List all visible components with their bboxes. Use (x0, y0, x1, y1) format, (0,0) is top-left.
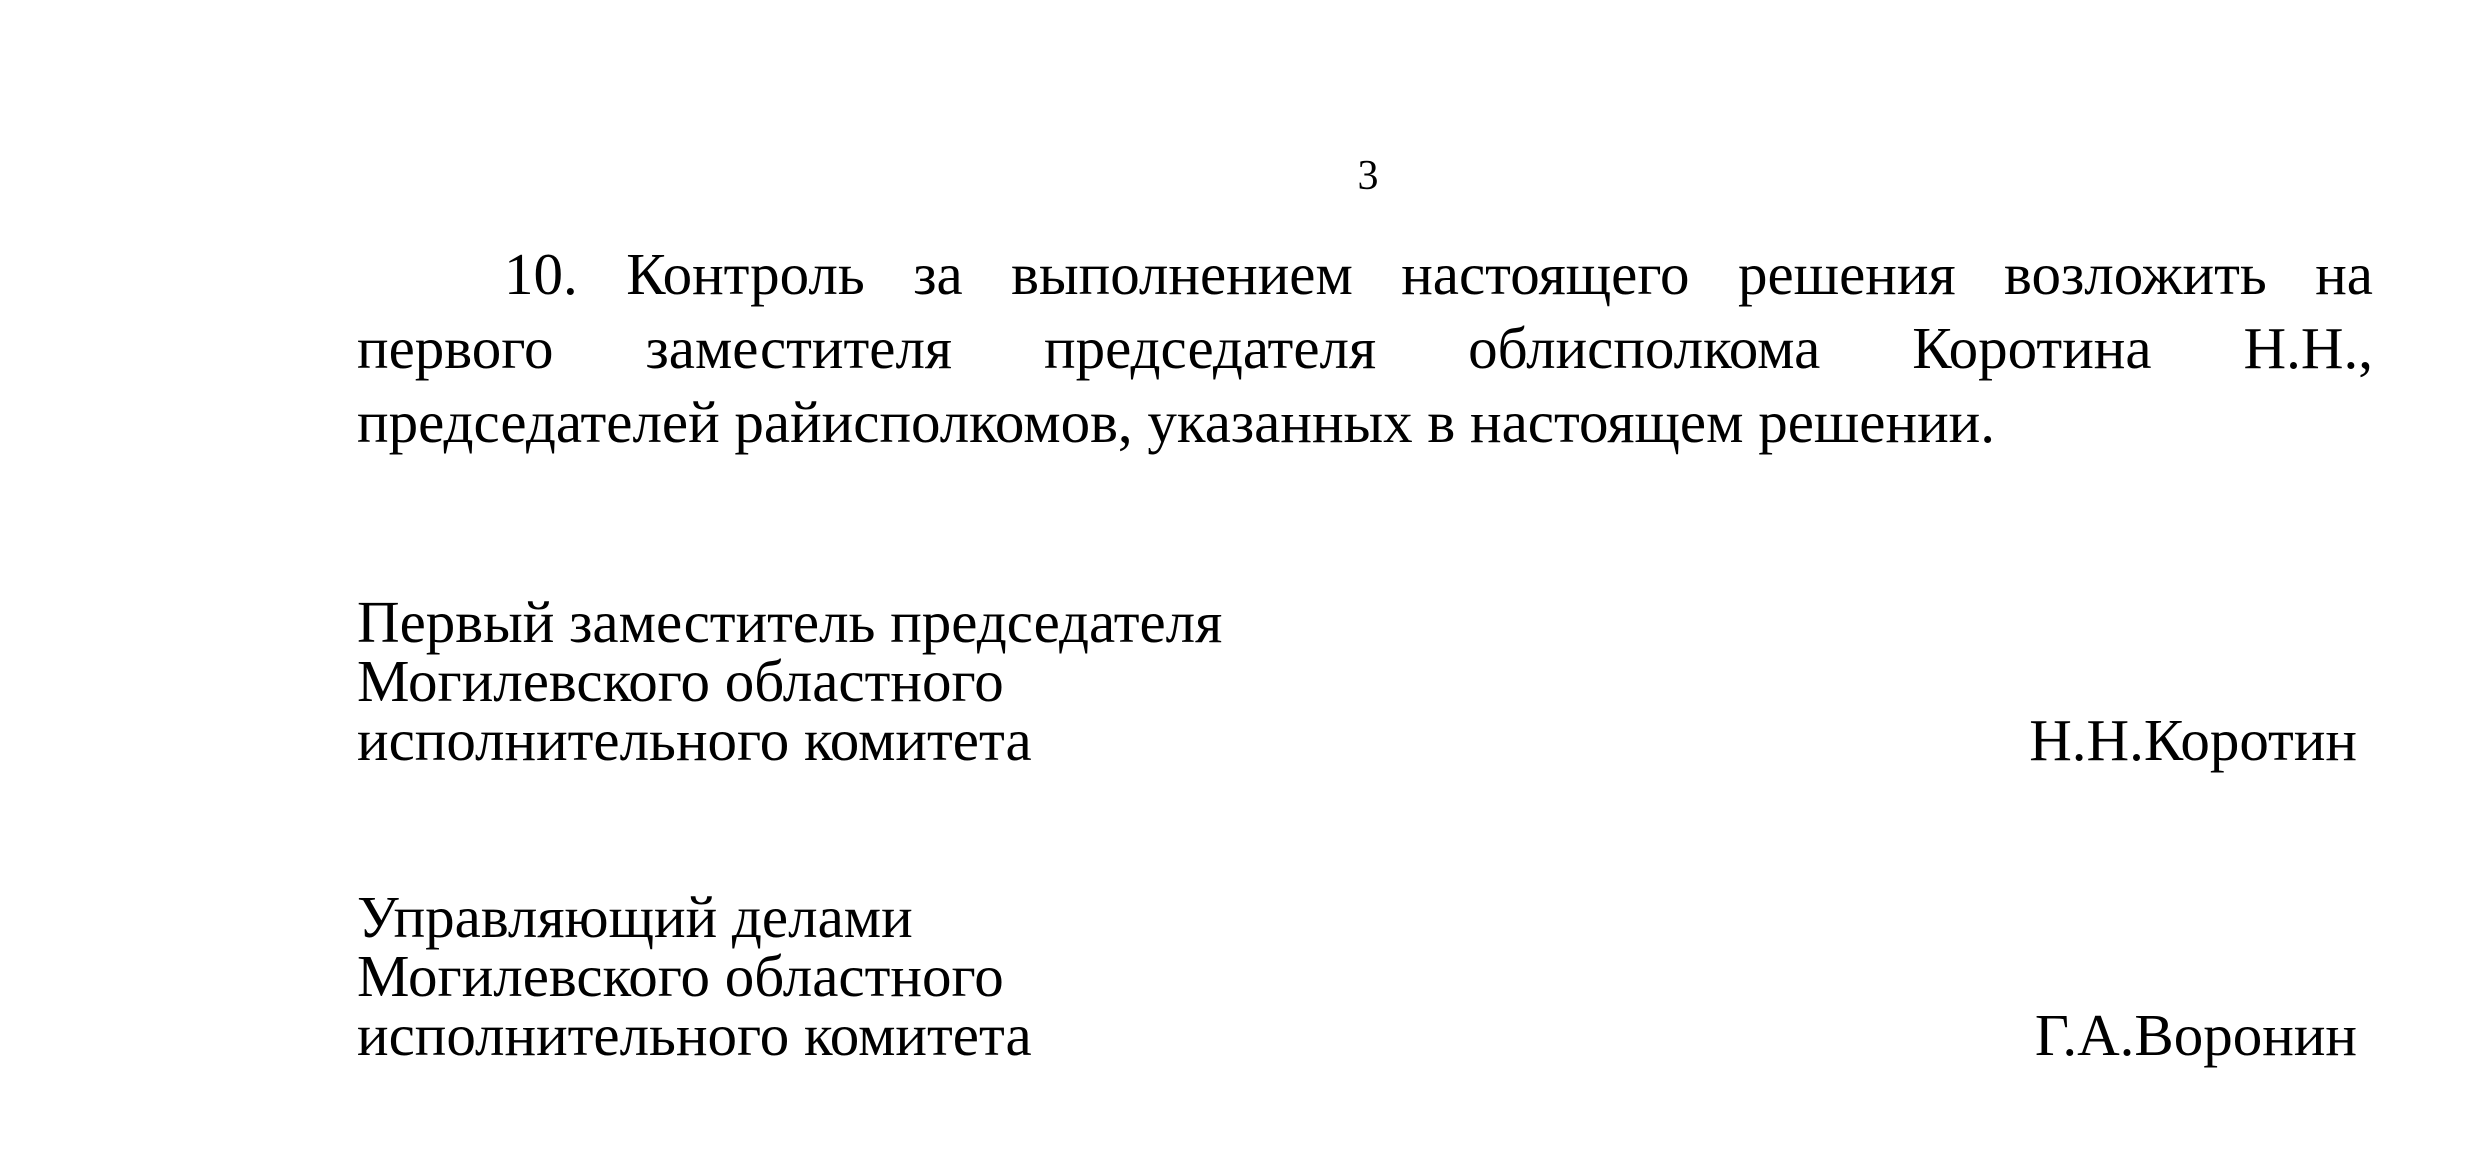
signer-title-line: Могилевского областного (357, 943, 1004, 1009)
signer-title-line: Управляющий делами (357, 884, 913, 950)
signer-title-line: исполнительного комитета (357, 707, 1032, 773)
control-clause-paragraph (357, 237, 2373, 459)
paragraph-line: первого заместителя председателя облисполкома Коротина Н.Н., (357, 315, 2373, 381)
signer-title-line: Первый заместитель председателя (357, 589, 1223, 655)
signer-name: Г.А.Воронин (2034, 1002, 2357, 1068)
page-number: 3 (1357, 153, 1379, 199)
paragraph-line: 10. Контроль за выполнением настоящего решения возложить на (504, 241, 2373, 307)
signer-title-line: Могилевского областного (357, 648, 1004, 714)
paragraph-line: председателей райисполкомов, указанных в настоящем решении. (357, 389, 1995, 455)
signer-title-line: исполнительного комитета (357, 1002, 1032, 1068)
signature-block-first-deputy (357, 589, 2357, 773)
signer-name: Н.Н.Коротин (2029, 707, 2357, 773)
signature-block-office-manager (357, 884, 2357, 1068)
